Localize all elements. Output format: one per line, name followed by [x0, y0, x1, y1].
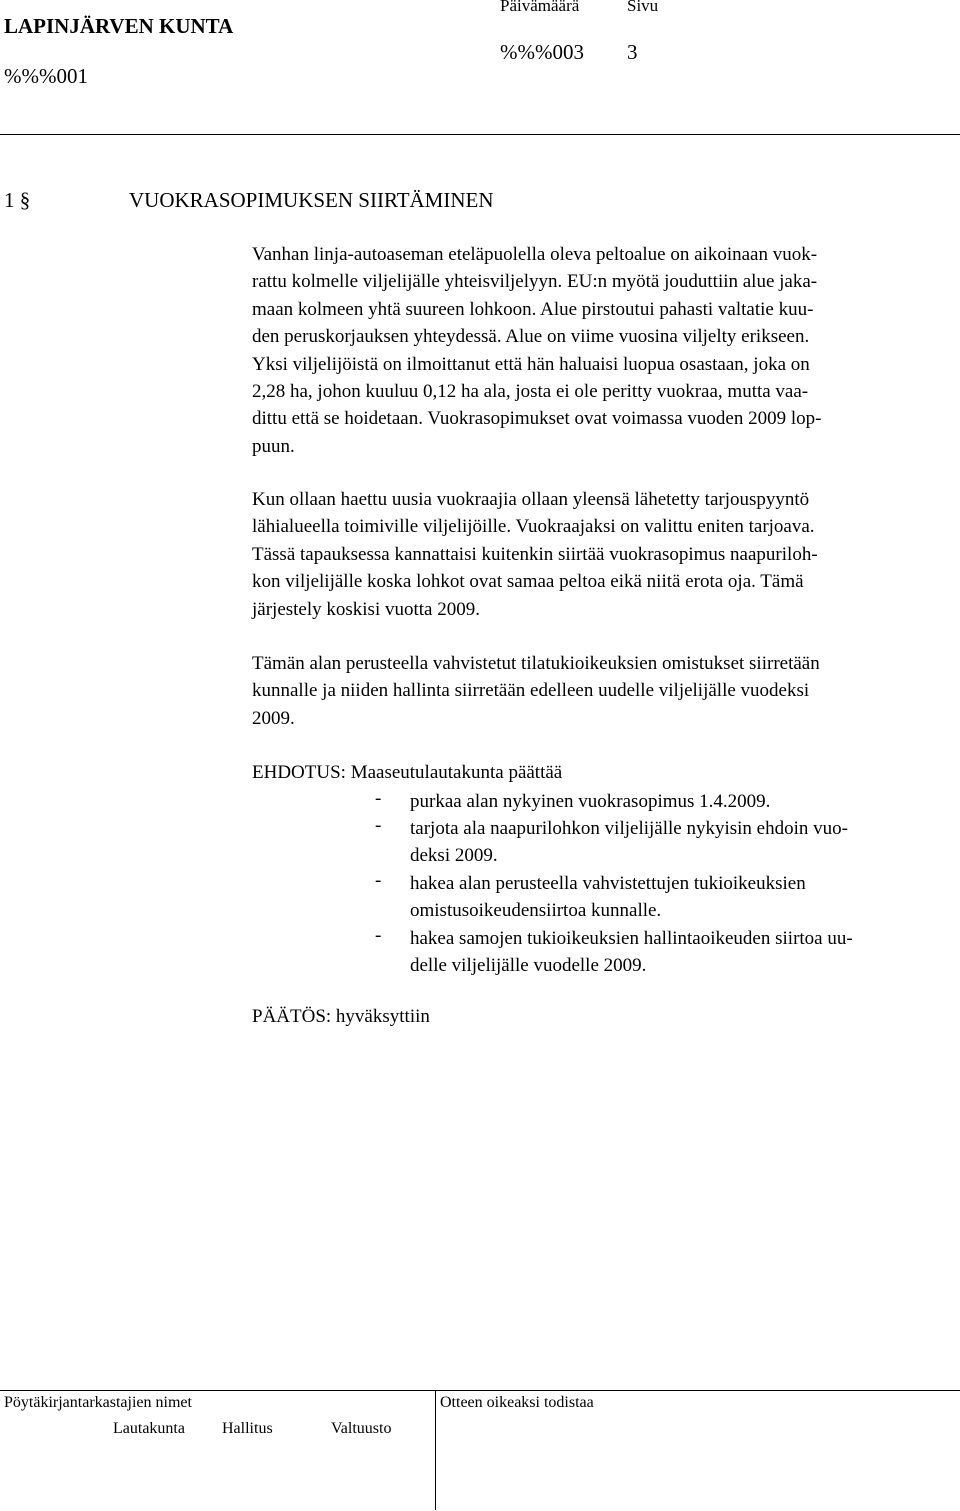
paragraph-sign: §: [19, 188, 31, 212]
paragraph-line: Tässä tapauksessa kannattaisi kuitenkin siirtää vuokrasopimus naapuriloh-: [252, 543, 818, 565]
paragraph-line: Yksi viljelijöistä on ilmoittanut että hän haluaisi luopua osastaan, joka on: [252, 353, 810, 375]
dash-bullet: -: [375, 870, 382, 891]
item-text: [410, 870, 806, 925]
item-line: hakea samojen tukioikeuksien hallintaoikeuden siirtoa uu-: [410, 928, 853, 949]
item-line: tarjota ala naapurilohkon viljelijälle nykyisin ehdoin vuo-: [410, 818, 848, 839]
header-rule: [0, 134, 960, 135]
item-text: [410, 815, 848, 870]
paragraph-line: rattu kolmelle viljelijälle yhteisviljelyyn. EU:n myötä jouduttiin alue jaka-: [252, 271, 818, 293]
dash-bullet: -: [375, 815, 382, 836]
item-line: delle viljelijälle vuodelle 2009.: [410, 955, 647, 977]
item-line: purkaa alan nykyinen vuokrasopimus 1.4.2009.: [410, 791, 771, 812]
section-number: [4, 188, 30, 213]
page-number: 3: [627, 40, 638, 64]
footer-col-hallitus: Hallitus: [222, 1420, 273, 1437]
paragraph-line: lähialueella toimiville viljelijöille. Vuokraajaksi on valittu eniten tarjoava.: [252, 516, 815, 538]
paragraph-line: 2,28 ha, johon kuuluu 0,12 ha ala, josta ei ole peritty vuokraa, mutta vaa-: [252, 381, 809, 403]
section-title: VUOKRASOPIMUKSEN SIIRTÄMINEN: [129, 188, 494, 212]
decision: PÄÄTÖS: hyväksyttiin: [252, 1006, 430, 1027]
paragraph-line: maan kolmeen yhtä suureen lohkoon. Alue pirstoutui pahasti valtatie kuu-: [252, 298, 814, 320]
paragraph-3: [252, 650, 820, 732]
date-label: Päivämäärä: [500, 0, 580, 15]
document-code: %%%001: [4, 64, 88, 88]
paragraph-line: den peruskorjauksen yhteydessä. Alue on viime vuosina viljelty erikseen.: [252, 326, 810, 348]
footer-col-lautakunta: Lautakunta: [113, 1420, 185, 1437]
page-label: Sivu: [627, 0, 659, 15]
item-text: [410, 925, 853, 980]
item-line: omistusoikeudensiirtoa kunnalle.: [410, 900, 662, 922]
dash-bullet: -: [375, 788, 382, 809]
date-value: %%%003: [500, 40, 584, 64]
footer-col-valtuusto: Valtuusto: [331, 1420, 392, 1437]
paragraph-line: puun.: [252, 435, 295, 457]
footer-checkers-label: Pöytäkirjantarkastajien nimet: [4, 1394, 192, 1411]
paragraph-line: kon viljelijälle koska lohkot ovat samaa peltoa eikä niitä erota oja. Tämä: [252, 571, 804, 593]
paragraph-2: [252, 486, 818, 623]
item-line: deksi 2009.: [410, 845, 498, 867]
footer-copy-label: Otteen oikeaksi todistaa: [440, 1394, 594, 1411]
paragraph-line: 2009.: [252, 707, 295, 729]
item-text: [410, 788, 770, 815]
paragraph-line: kunnalle ja niiden hallinta siirretään edelleen uudelle viljelijälle vuodeksi: [252, 680, 810, 702]
paragraph-line: järjestely koskisi vuotta 2009.: [252, 598, 480, 620]
footer-divider: [435, 1390, 436, 1510]
proposal-heading: EHDOTUS: Maaseutulautakunta päättää: [252, 762, 563, 783]
paragraph-line: Kun ollaan haettu uusia vuokraajia ollaan yleensä lähetetty tarjouspyyntö: [252, 489, 810, 510]
paragraph-line: Tämän alan perusteella vahvistetut tilatukioikeuksien omistukset siirretään: [252, 653, 820, 674]
item-line: hakea alan perusteella vahvistettujen tukioikeuksien: [410, 873, 806, 894]
paragraph-1: [252, 241, 821, 460]
paragraph-line: dittu että se hoidetaan. Vuokrasopimukset ovat voimassa vuoden 2009 lop-: [252, 408, 822, 430]
section-number-value: 1: [4, 188, 15, 212]
organization-name: LAPINJÄRVEN KUNTA: [4, 14, 234, 38]
paragraph-line: Vanhan linja-autoaseman eteläpuolella oleva peltoalue on aikoinaan vuok-: [252, 244, 818, 265]
dash-bullet: -: [375, 925, 382, 946]
